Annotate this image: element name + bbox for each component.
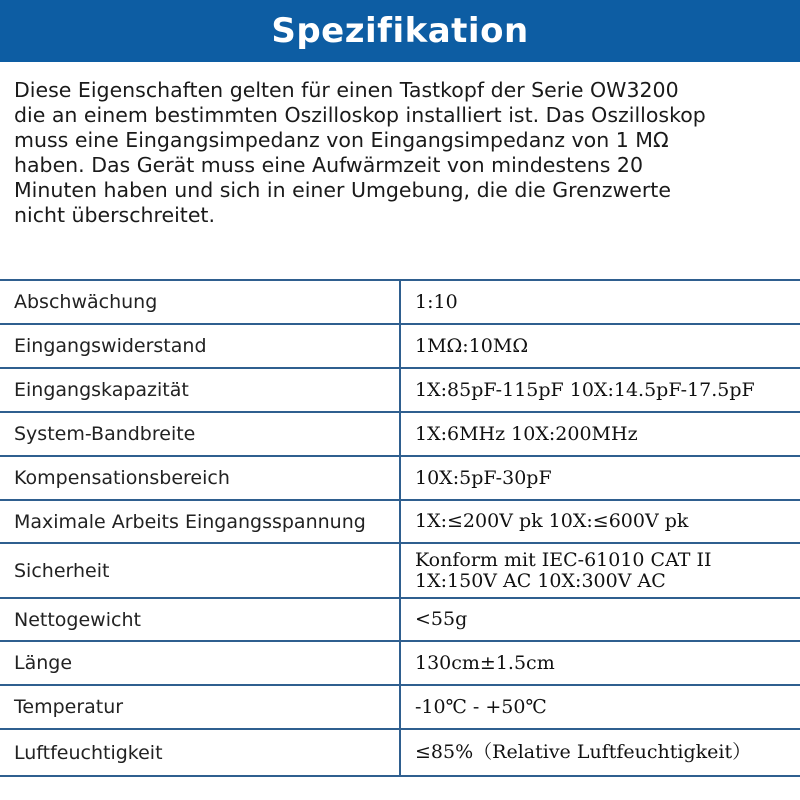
spec-value — [400, 729, 800, 776]
intro-line: muss eine Eingangsimpedanz von Eingangsimpedanz von 1 MΩ — [14, 128, 669, 152]
spec-value-line: 1X:85pF-115pF 10X:14.5pF-17.5pF — [415, 378, 755, 401]
spec-value-line: 1:10 — [415, 290, 458, 313]
spec-value-line: <55g — [415, 608, 468, 630]
spec-label: System-Bandbreite — [0, 412, 400, 456]
spec-value-line: 1X:≤200V pk 10X:≤600V pk — [415, 510, 689, 532]
spec-value — [400, 456, 800, 500]
intro-text — [14, 78, 789, 228]
spec-value — [400, 598, 800, 641]
spec-value — [400, 280, 800, 324]
spec-label: Maximale Arbeits Eingangsspannung — [0, 500, 400, 543]
spec-value-line: Konform mit IEC-61010 CAT II — [415, 548, 712, 571]
spec-value-line: 10X:5pF-30pF — [415, 466, 552, 489]
spec-value — [400, 500, 800, 543]
table-row — [0, 412, 800, 456]
intro-line: die an einem bestimmten Oszilloskop installiert ist. Das Oszilloskop — [14, 103, 706, 127]
spec-value — [400, 685, 800, 729]
spec-value-line: -10℃ - +50℃ — [415, 695, 547, 718]
spec-label: Sicherheit — [0, 543, 400, 598]
spec-value — [400, 412, 800, 456]
intro-line: Diese Eigenschaften gelten für einen Tastkopf der Serie OW3200 — [14, 78, 679, 102]
spec-table — [0, 279, 800, 777]
header-bar — [0, 0, 800, 62]
spec-label: Temperatur — [0, 685, 400, 729]
table-row — [0, 641, 800, 685]
table-row — [0, 280, 800, 324]
spec-value-line: 1X:6MHz 10X:200MHz — [415, 422, 638, 445]
table-row — [0, 729, 800, 776]
spec-label: Luftfeuchtigkeit — [0, 729, 400, 776]
spec-value — [400, 543, 800, 598]
intro-line: nicht überschreitet. — [14, 203, 215, 227]
spec-value-line: 130cm±1.5cm — [415, 651, 555, 674]
spec-value — [400, 368, 800, 412]
spec-value — [400, 324, 800, 368]
table-row — [0, 543, 800, 598]
spec-label: Abschwächung — [0, 280, 400, 324]
page-title: Spezifikation — [271, 11, 529, 51]
table-row — [0, 324, 800, 368]
spec-label: Kompensationsbereich — [0, 456, 400, 500]
spec-label: Eingangswiderstand — [0, 324, 400, 368]
intro-line: haben. Das Gerät muss eine Aufwärmzeit von mindestens 20 — [14, 153, 643, 177]
spec-label: Länge — [0, 641, 400, 685]
spec-value-line: 1MΩ:10MΩ — [415, 334, 529, 357]
intro-line: Minuten haben und sich in einer Umgebung, die die Grenzwerte — [14, 178, 671, 202]
spec-value — [400, 641, 800, 685]
table-row — [0, 598, 800, 641]
spec-label: Nettogewicht — [0, 598, 400, 641]
spec-label: Eingangskapazität — [0, 368, 400, 412]
table-row — [0, 500, 800, 543]
table-row — [0, 456, 800, 500]
table-row — [0, 685, 800, 729]
table-row — [0, 368, 800, 412]
spec-value-line: ≤85%（Relative Luftfeuchtigkeit） — [415, 741, 752, 763]
spec-value-line: 1X:150V AC 10X:300V AC — [415, 569, 666, 592]
